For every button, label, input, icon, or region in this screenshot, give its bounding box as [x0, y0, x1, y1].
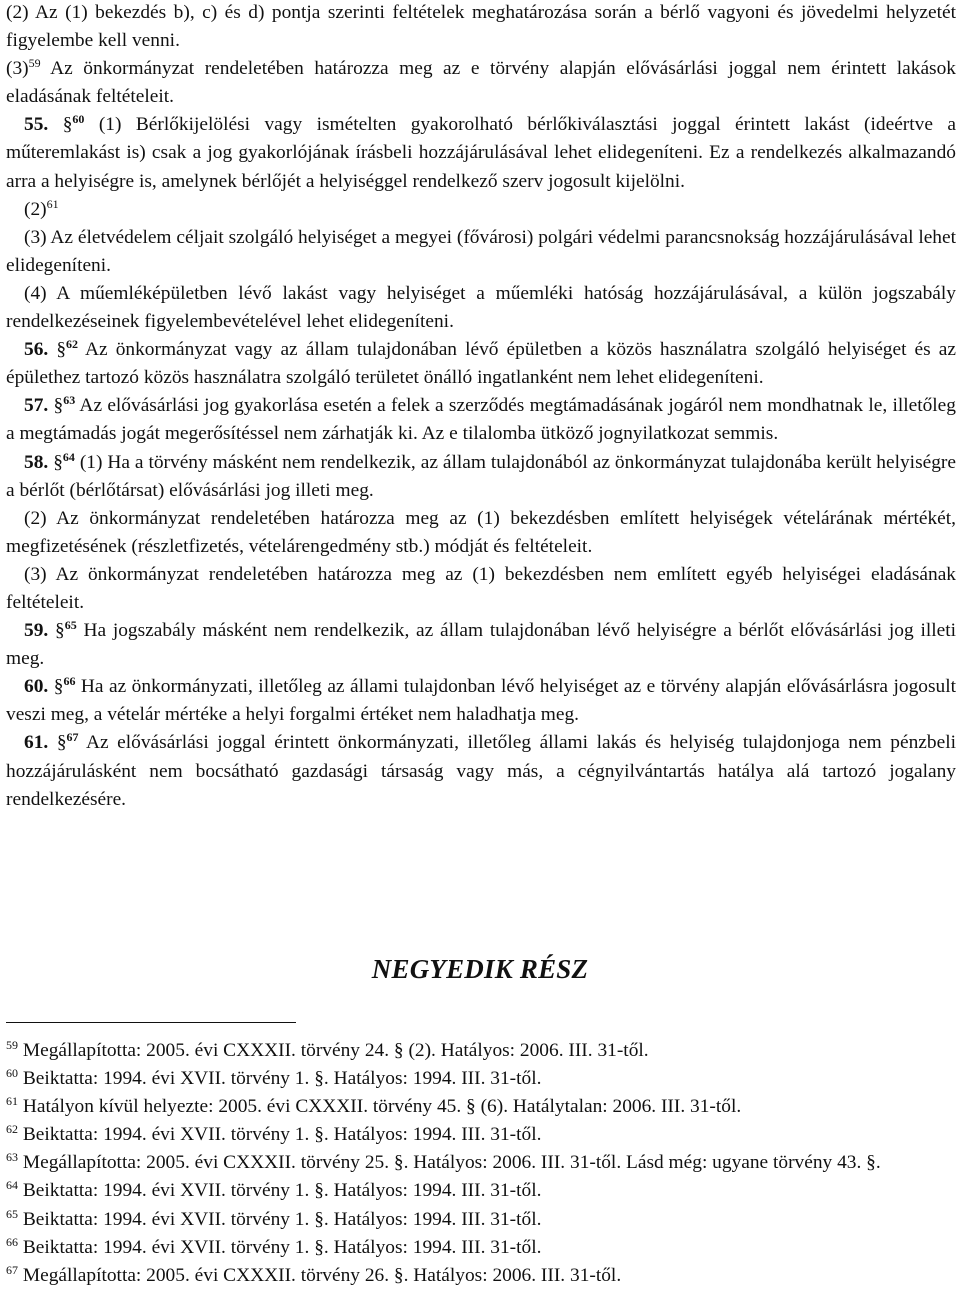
section-number: 58. — [24, 451, 49, 473]
paragraph-marker: § — [56, 339, 67, 361]
paragraph-text: (3) Az önkormányzat rendeletében határozza meg az (1) bekezdésben nem említett egyéb helyiségei eladásának feltételeit. — [6, 563, 956, 613]
footnote-number: 60 — [6, 1066, 18, 1081]
footnote — [6, 1234, 956, 1262]
footnote-text: Beiktatta: 1994. évi XVII. törvény 1. §. Hatályos: 1994. III. 31-től. — [22, 1068, 542, 1090]
footnote-number: 62 — [6, 1122, 18, 1137]
paragraph-marker: § — [53, 676, 64, 698]
footnote — [6, 1037, 956, 1065]
footnote-ref[interactable]: 62 — [66, 337, 79, 352]
footnote-ref[interactable]: 63 — [63, 393, 76, 408]
footnote-ref[interactable]: 67 — [66, 730, 79, 745]
paragraph — [6, 449, 956, 505]
paragraph-text: (1) Ha a törvény másként nem rendelkezik, az állam tulajdonából az önkormányzat tulajdonába került helyiségre a bérlőt (bérlőtársat) elővásárlási jog illeti meg. — [6, 451, 956, 501]
part-title: NEGYEDIK RÉSZ — [371, 954, 589, 984]
paragraph-text: Az elővásárlási joggal érintett önkormányzati, illetőleg állami lakás és helyiség tulajdonjoga nem pénzbeli hozzájárulásként nem bocsátható gazdasági társaság vagy más, a cégnyilvántartás hatálya alá tartozó jogalany rendelkezésére. — [6, 732, 956, 810]
paragraph — [6, 224, 956, 280]
paragraph-marker: § — [53, 395, 64, 417]
footnote — [6, 1065, 956, 1093]
footnote-text: Hatályon kívül helyezte: 2005. évi CXXXII. törvény 45. § (6). Hatálytalan: 2006. III. 31-től. — [22, 1096, 742, 1118]
paragraph — [6, 55, 956, 111]
paragraph — [6, 336, 956, 392]
paragraph-text: (3) Az életvédelem céljait szolgáló helyiséget a megyei (fővárosi) polgári védelmi parancsnokság hozzájárulásával lehet elidegeníteni. — [6, 226, 956, 276]
footnote-number: 63 — [6, 1150, 18, 1165]
paragraph-text: (2) Az önkormányzat rendeletében határozza meg az (1) bekezdésben említett helyiségek vételárának mértékét, megfizetésének (részletfizetés, vételárengedmény stb.) módját és feltételeit. — [6, 507, 956, 557]
paragraph-marker: § — [62, 114, 73, 136]
paragraph — [6, 111, 956, 195]
section-number: 55. — [24, 114, 49, 136]
section-number: 57. — [24, 395, 49, 417]
footnote-text: Beiktatta: 1994. évi XVII. törvény 1. §. Hatályos: 1994. III. 31-től. — [22, 1180, 542, 1202]
paragraph — [6, 0, 956, 55]
footnote-separator — [6, 1022, 296, 1023]
footnote — [6, 1177, 956, 1205]
footnote-ref[interactable]: 59 — [28, 56, 41, 71]
footnote-ref[interactable]: 66 — [63, 674, 76, 689]
paragraph-marker: § — [56, 732, 67, 754]
footnote — [6, 1093, 956, 1121]
paragraph-text: Az elővásárlási jog gyakorlása esetén a felek a szerződés megtámadásának jogáról nem mondhatnak le, illetőleg a megtámadás jogát megerősítéssel nem zárhatják ki. Az e tilalomba ütköző jognyilatkozat semmis. — [6, 395, 956, 445]
footnote-ref[interactable]: 60 — [72, 112, 85, 127]
paragraph-text: (1) Bérlőkijelölési vagy ismételten gyakorolható bérlőkiválasztási joggal érintett lakást (ideértve a műteremlakást is) csak a jog gyakorlójának írásbeli hozzájárulásával lehet elidegeníteni. Ez a rendelkezés alkalmazandó arra a helyiségre is, amelynek bérlőjét a helyiséggel rendelkező szerv jogosult kijelölni. — [6, 114, 956, 192]
footnote-ref[interactable]: 65 — [64, 618, 77, 633]
paragraph — [6, 561, 956, 617]
paragraph — [6, 392, 956, 448]
paragraph — [6, 673, 956, 729]
footnote-number: 65 — [6, 1206, 18, 1221]
footnote — [6, 1149, 956, 1177]
footnotes — [6, 1037, 956, 1290]
paragraph-text: (2) Az (1) bekezdés b), c) és d) pontja szerinti feltételek meghatározása során a bérlő vagyoni és jövedelmi helyzetét figyelembe kell venni. — [6, 2, 956, 52]
footnote-ref[interactable]: 61 — [46, 196, 59, 211]
footnote-ref[interactable]: 64 — [62, 449, 75, 464]
paragraph-marker: § — [55, 620, 65, 642]
footnote-text: Beiktatta: 1994. évi XVII. törvény 1. §. Hatályos: 1994. III. 31-től. — [22, 1208, 542, 1230]
paragraph-marker: § — [53, 451, 63, 473]
footnote — [6, 1262, 956, 1290]
footnote — [6, 1121, 956, 1149]
footnote-number: 66 — [6, 1234, 18, 1249]
section-number: 61. — [24, 732, 49, 754]
paragraph — [6, 280, 956, 336]
paragraph-text: (4) A műemléképületben lévő lakást vagy helyiséget a műemléki hatóság hozzájárulásával, a külön jogszabály rendelkezéseinek figyelembevételével lehet elidegeníteni. — [6, 282, 956, 333]
footnote-text: Beiktatta: 1994. évi XVII. törvény 1. §. Hatályos: 1994. III. 31-től. — [22, 1236, 542, 1258]
footnote-text: Megállapította: 2005. évi CXXXII. törvény 25. §. Hatályos: 2006. III. 31-től. Lásd még: ugyane törvény 43. §. — [22, 1152, 881, 1174]
section-number: 56. — [24, 339, 49, 361]
paragraph-text: Az önkormányzat vagy az állam tulajdonában lévő épületben a közös használatra szolgáló helyiséget és az épülethez tartozó közös használatra szolgáló területet önálló ingatlanként nem lehet elidegeníteni. — [6, 339, 956, 389]
paragraph-text: Az önkormányzat rendeletében határozza meg az e törvény alapján elővásárlási joggal nem érintett lakások eladásának feltételeit. — [6, 58, 956, 108]
footnote-text: Beiktatta: 1994. évi XVII. törvény 1. §. Hatályos: 1994. III. 31-től. — [22, 1124, 542, 1146]
footnote-number: 59 — [6, 1038, 18, 1052]
section-number: 59. — [24, 620, 49, 642]
footnote-text: Megállapította: 2005. évi CXXXII. törvény 24. § (2). Hatályos: 2006. III. 31-től. — [22, 1040, 649, 1061]
paragraph — [6, 505, 956, 561]
paragraph-text: Ha az önkormányzati, illetőleg az állami tulajdonban lévő helyiséget az e törvény alapján elővásárlásra jogosult veszi meg, a vételár mértéke a helyi forgalmi értéket nem haladhatja meg. — [6, 676, 956, 726]
paragraph — [6, 729, 956, 813]
paragraph-marker: (2) — [24, 198, 47, 220]
paragraph — [6, 617, 956, 673]
paragraph-marker: (3) — [6, 58, 29, 80]
main-text — [6, 0, 956, 814]
footnote-number: 61 — [6, 1094, 18, 1109]
footnote-number: 64 — [6, 1178, 18, 1193]
footnote-number: 67 — [6, 1262, 18, 1277]
footnote — [6, 1206, 956, 1234]
section-number: 60. — [24, 676, 49, 698]
paragraph-text: Ha jogszabály másként nem rendelkezik, az állam tulajdonában lévő helyiségre a bérlőt elővásárlási jog illeti meg. — [6, 620, 956, 670]
paragraph — [6, 196, 956, 224]
footnote-text: Megállapította: 2005. évi CXXXII. törvény 26. §. Hatályos: 2006. III. 31-től. — [22, 1264, 622, 1286]
